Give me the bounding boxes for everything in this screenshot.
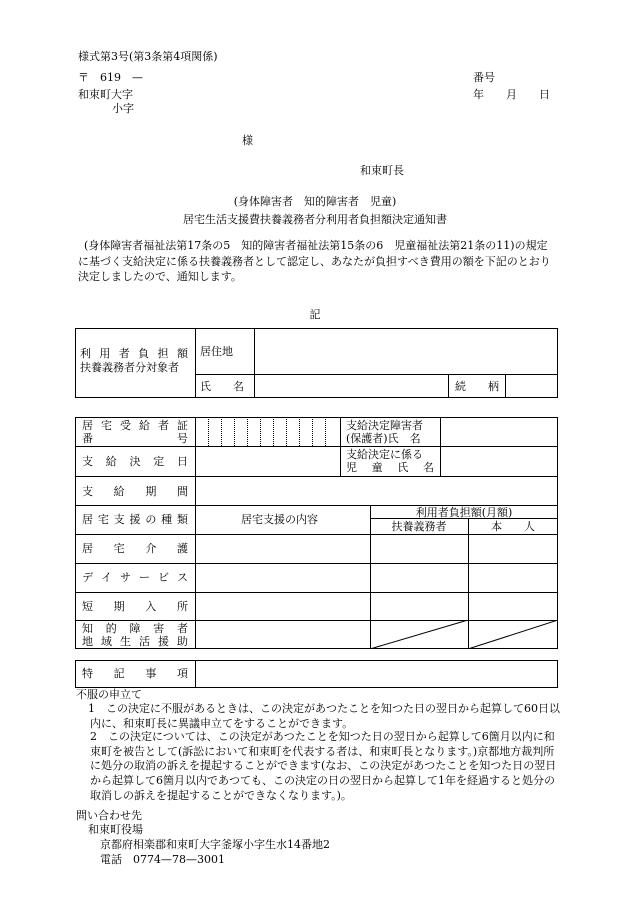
address-line-1: 和束町大字 xyxy=(78,88,133,101)
service-content-label: 居宅支援の内容 xyxy=(241,513,318,526)
contact-heading: 問い合わせ先 xyxy=(76,809,142,822)
service-day-service: デ イ サ ー ビ ス xyxy=(82,571,188,584)
period-label: 支 給 期 間 xyxy=(82,485,188,498)
decision-date-label: 支 給 決 定 日 xyxy=(82,455,188,468)
address-line-2: 小字 xyxy=(112,102,134,115)
child-label-1: 支給決定に係る xyxy=(346,448,423,461)
appeal-item-1: 1 この決定に不服があるときは、この決定があつたことを知つた日の翌日から起算して60日以内に、和束町長に異議申立てをすることができます。 xyxy=(88,702,560,730)
recipient-label-1: 支給決定障害者 xyxy=(346,419,423,432)
date-label: 年 月 日 xyxy=(473,88,550,101)
target-head-2: 扶養義務者分対象者 xyxy=(80,361,179,374)
service-type-label: 居 宅 支 援 の 種 類 xyxy=(82,513,188,526)
service-group-home-1: 知 的 障 害 者 xyxy=(82,622,188,635)
intro-paragraph: (身体障害者福祉法第17条の5 知的障害者福祉法第15条の6 児童福祉法第21条の11)の規定に基づく支給決定に係る扶養義務者として認定し、あなたが負担すべき費用の額を下記のとおり決定しましたので、通知します。 xyxy=(78,239,551,284)
service-short-stay: 短 期 入 所 xyxy=(82,600,188,613)
burden-header: 利用者負担額(月額) xyxy=(415,506,513,519)
category-line: (身体障害者 知的障害者 児童) xyxy=(233,195,397,208)
appeal-item-2: 2 この決定については、この決定があつたことを知つた日の翌日から起算して6箇月以内に和束町を被告として(訴訟において和束町を代表する者は、和束町長となります。)京都地方裁判所に処分の取消の訴えを提起することができます(なお、この決定があつたことを知つた日の翌日から起算して6箇月以内であつても、この決定の日の翌日から起算して1年を経過すると処分の取消しの訴えを提起することができなくなります。)。 xyxy=(90,730,557,802)
target-head-1: 利 用 者 負 担 額 xyxy=(80,347,188,360)
issuer: 和束町長 xyxy=(360,164,404,177)
relation-label: 続 柄 xyxy=(455,380,499,393)
ki-label: 記 xyxy=(309,308,321,321)
document-number-label: 番号 xyxy=(473,71,495,84)
diagonal-strike xyxy=(370,620,558,649)
form-number: 様式第3号(第3条第4項関係) xyxy=(78,50,218,63)
child-label-2: 児 童 氏 名 xyxy=(346,461,434,474)
notes-label: 特 記 事 項 xyxy=(82,667,188,680)
appeal-heading: 不服の申立て xyxy=(76,688,142,701)
supporter-column: 扶養義務者 xyxy=(391,520,447,533)
residence-label: 居住地 xyxy=(200,345,233,358)
postal-code: 〒 619 — xyxy=(78,71,143,84)
cert-label-2: 番 号 xyxy=(82,432,188,445)
contact-address: 京都府相楽郡和束町大字釜塚小字生水14番地2 xyxy=(100,838,330,851)
service-group-home-2: 地 域 生 活 援 助 xyxy=(82,635,188,648)
page-title: 居宅生活支援費扶養義務者分利用者負担額決定通知書 xyxy=(183,213,447,226)
recipient-label-2: (保護者)氏 名 xyxy=(346,432,421,445)
contact-office: 和束町役場 xyxy=(88,823,143,836)
contact-phone: 電話 0774—78—3001 xyxy=(100,853,225,866)
addressee-suffix: 様 xyxy=(242,134,253,147)
cert-label-1: 居 宅 受 給 者 証 xyxy=(82,419,188,432)
name-label: 氏 名 xyxy=(200,380,244,393)
service-home-care: 居 宅 介 護 xyxy=(82,542,188,555)
self-column: 本 人 xyxy=(491,520,535,533)
